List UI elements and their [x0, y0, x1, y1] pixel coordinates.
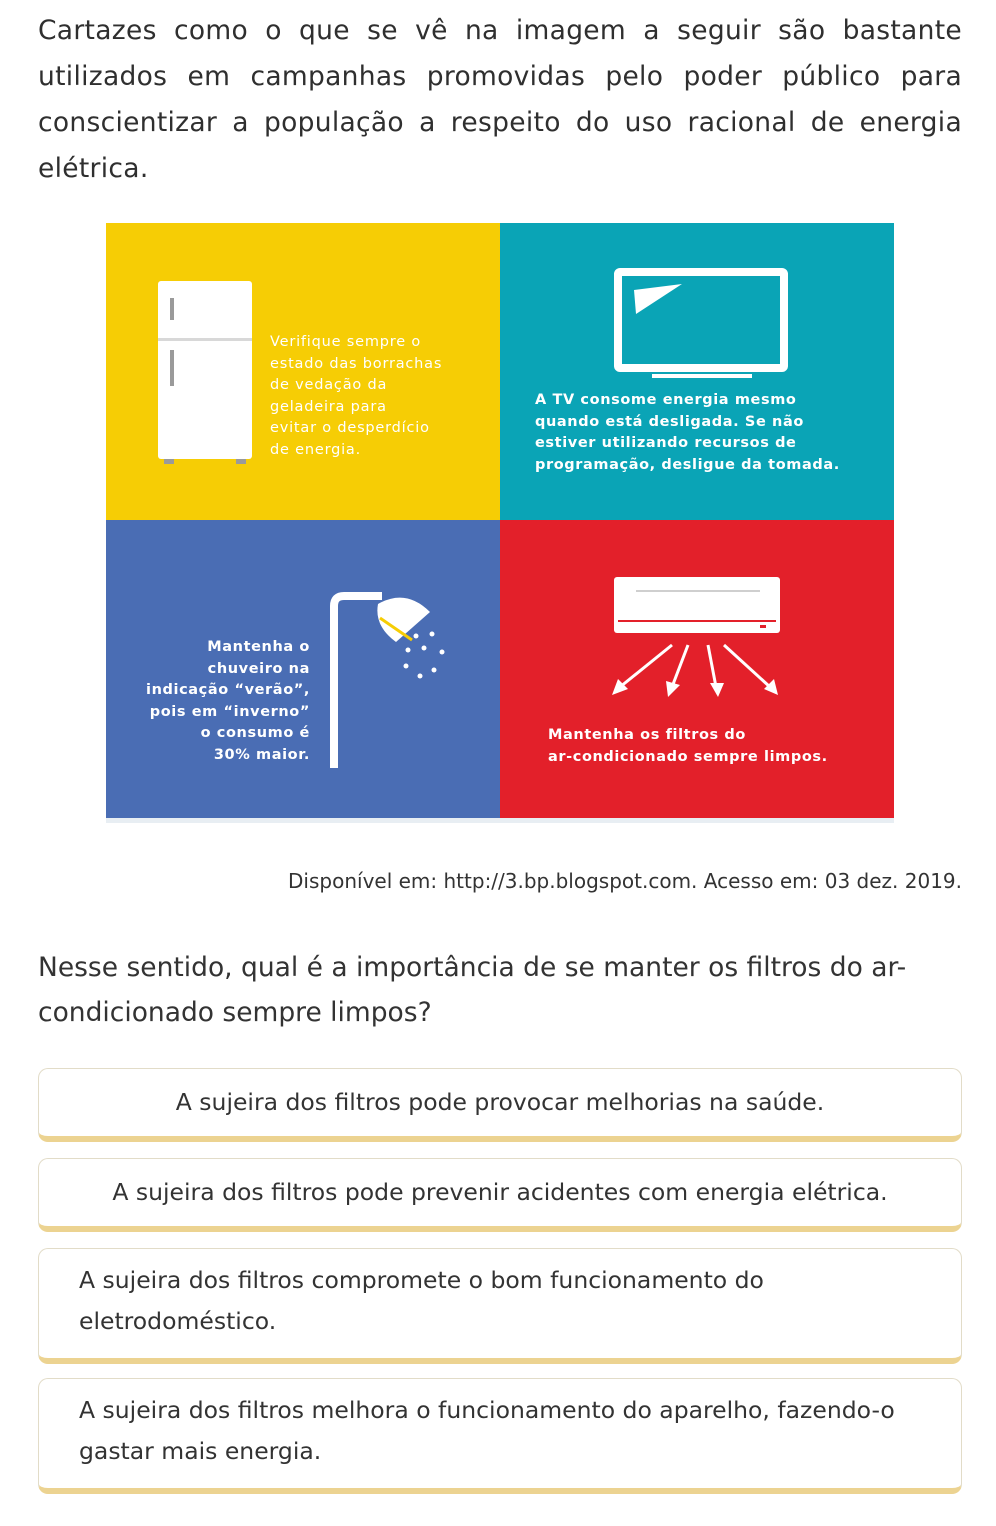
ac-tip-line: ar-condicionado sempre limpos. — [548, 748, 828, 765]
television-icon — [612, 268, 792, 383]
fridge-tip-line: evitar o desperdício — [270, 420, 430, 436]
source-citation: Disponível em: http://3.bp.blogspot.com. Acesso em: 03 dez. 2019. — [288, 869, 962, 893]
tv-tip-line: estiver utilizando recursos de — [535, 435, 797, 451]
answer-option-label: A sujeira dos filtros pode prevenir acidentes com energia elétrica. — [112, 1178, 888, 1206]
fridge-tip-line: estado das borrachas — [270, 355, 443, 372]
poster-panel-tv — [500, 223, 894, 520]
shower-tip-line: indicação “verão”, — [146, 682, 310, 698]
answer-option-c[interactable] — [38, 1248, 962, 1364]
shower-tip-line: chuveiro na — [207, 660, 310, 677]
answer-option-b[interactable] — [38, 1158, 962, 1232]
ac-tip-line: Mantenha os filtros do — [548, 727, 746, 743]
answer-option-label: A sujeira dos filtros compromete o bom funcionamento do eletrodoméstico. — [79, 1266, 764, 1335]
shower-tip-line: Mantenha o — [207, 639, 310, 655]
energy-poster — [106, 223, 894, 823]
refrigerator-icon — [156, 278, 256, 468]
question-text: Nesse sentido, qual é a importância de se manter os filtros do ar-condicionado sempre limpos? — [38, 952, 907, 1028]
intro-text: Cartazes como o que se vê na imagem a seguir são bastante utilizados em campanhas promovidas pelo poder público para conscientizar a população a respeito do uso racional de energia elétrica. — [38, 15, 962, 184]
ac-tip — [548, 725, 888, 768]
fridge-tip-line: geladeira para — [270, 398, 387, 415]
fridge-tip-line: Verifique sempre o — [270, 334, 422, 350]
answer-option-label: A sujeira dos filtros melhora o funcionamento do aparelho, fazendo-o gastar mais energia. — [79, 1396, 895, 1465]
shower-tip-line: pois em “inverno” — [149, 703, 310, 720]
poster-panel-fridge — [106, 223, 500, 520]
shower-tip-line: 30% maior. — [213, 746, 310, 763]
poster-panel-shower — [106, 520, 500, 818]
tv-tip-line: A TV consome energia mesmo — [535, 392, 797, 408]
fridge-tip-line: de energia. — [270, 441, 361, 458]
poster-bottom-edge — [106, 818, 894, 823]
answer-option-label: A sujeira dos filtros pode provocar melhorias na saúde. — [175, 1088, 825, 1116]
air-conditioner-icon — [600, 575, 800, 715]
fridge-tip-line: de vedação da — [270, 377, 388, 393]
shower-tip — [140, 637, 310, 766]
shower-icon — [320, 590, 480, 770]
shower-tip-line: o consumo é — [200, 725, 310, 741]
answer-option-d[interactable] — [38, 1378, 962, 1494]
answer-option-a[interactable] — [38, 1068, 962, 1142]
tv-tip-line: quando está desligada. Se não — [535, 413, 804, 430]
tv-tip — [535, 390, 885, 476]
tv-tip-line: programação, desligue da tomada. — [535, 456, 840, 473]
fridge-tip — [270, 332, 495, 461]
poster-panel-ac — [500, 520, 894, 818]
